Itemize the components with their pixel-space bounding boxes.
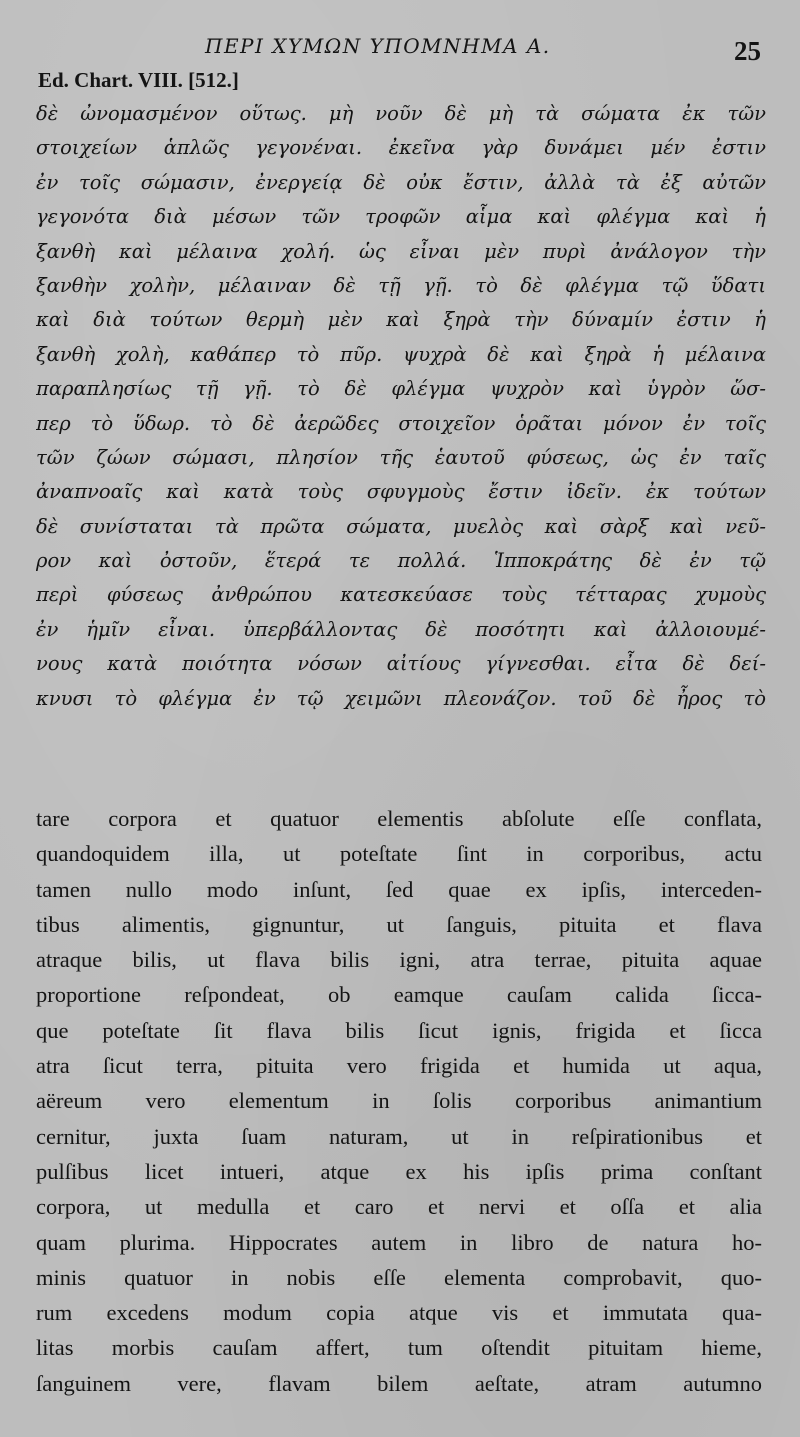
greek-line: κνυσι τὸ φλέγμα ἐν τῷ χειμῶνι πλεονάζον. τοῦ δὲ ἦρος τὸ: [36, 686, 766, 710]
greek-line: νους κατὰ ποιότητα νόσων αἰτίους γίγνεσθαι. εἶτα δὲ δεί-: [36, 652, 766, 676]
edition-reference: Ed. Chart. VIII. [512.]: [38, 68, 239, 92]
latin-line: minis quatuor in nobis eſſe elementa comprobavit, quo-: [36, 1264, 762, 1290]
latin-line: atra ſicut terra, pituita vero frigida et humida ut aqua,: [36, 1053, 762, 1079]
latin-line: tibus alimentis, gignuntur, ut ſanguis, pituita et flava: [36, 911, 762, 937]
greek-line: ξανθὴ χολὴ, καθάπερ τὸ πῦρ. ψυχρὰ δὲ καὶ ξηρὰ ἡ μέλαινα: [36, 342, 766, 366]
latin-line: rum excedens modum copia atque vis et immutata qua-: [36, 1300, 762, 1326]
greek-line: περὶ φύσεως ἀνθρώπου κατεσκεύασε τοὺς τέτταρας χυμοὺς: [36, 583, 766, 607]
latin-line: cernitur, juxta ſuam naturam, ut in reſpirationibus et: [36, 1123, 762, 1149]
latin-line: tamen nullo modo inſunt, ſed quae ex ipſis, interceden-: [36, 876, 762, 902]
latin-line: corpora, ut medulla et caro et nervi et oſſa et alia: [36, 1194, 762, 1220]
greek-text-block: [36, 97, 766, 716]
greek-line: δὲ ὠνομασμένον οὕτως. μὴ νοῦν δὲ μὴ τὰ σώματα ἐκ τῶν: [36, 102, 766, 125]
greek-line: στοιχείων ἁπλῶς γεγονέναι. ἐκεῖνα γὰρ δυνάμει μέν ἐστιν: [36, 136, 766, 160]
latin-line: tare corpora et quatuor elementis abſolute eſſe conflata,: [36, 806, 762, 831]
greek-line: ἀναπνοαῖς καὶ κατὰ τοὺς σφυγμοὺς ἔστιν ἰδεῖν. ἐκ τούτων: [36, 480, 766, 504]
latin-line: pulſibus licet intueri, atque ex his ipſis prima conſtant: [36, 1158, 762, 1184]
greek-line: γεγονότα διὰ μέσων τῶν τροφῶν αἷμα καὶ φλέγμα καὶ ἡ: [36, 205, 766, 229]
greek-line: ἐν ἡμῖν εἶναι. ὑπερβάλλοντας δὲ ποσότητι καὶ ἀλλοιουμέ-: [36, 617, 766, 641]
latin-line: quandoquidem illa, ut poteſtate ſint in corporibus, actu: [36, 841, 762, 867]
running-title: ΠΕΡΙ ΧΥΜΩΝ ΥΠΟΜΝΗΜΑ Α.: [205, 34, 551, 58]
latin-line: litas morbis cauſam affert, tum oſtendit pituitam hieme,: [36, 1335, 762, 1361]
latin-line: proportione reſpondeat, ob eamque cauſam calida ſicca-: [36, 982, 762, 1008]
greek-line: περ τὸ ὕδωρ. τὸ δὲ ἀερῶδες στοιχεῖον ὁρᾶται μόνον ἐν τοῖς: [36, 411, 766, 435]
greek-line: δὲ συνίσταται τὰ πρῶτα σώματα, μυελὸς καὶ σὰρξ καὶ νεῦ-: [36, 514, 766, 538]
greek-line: ξανθὴν χολὴν, μέλαιναν δὲ τῇ γῇ. τὸ δὲ φλέγμα τῷ ὕδατι: [36, 273, 766, 297]
greek-line: ρον καὶ ὀστοῦν, ἕτερά τε πολλά. Ἱπποκράτης δὲ ἐν τῷ: [36, 549, 766, 573]
latin-line: atraque bilis, ut flava bilis igni, atra terrae, pituita aquae: [36, 947, 762, 973]
latin-line: aëreum vero elementum in ſolis corporibus animantium: [36, 1088, 762, 1114]
greek-line: ἐν τοῖς σώμασιν, ἐνεργείᾳ δὲ οὐκ ἔστιν, ἀλλὰ τὰ ἐξ αὐτῶν: [36, 170, 766, 194]
page-header: [0, 30, 800, 70]
latin-line: ſanguinem vere, flavam bilem aeſtate, atram autumno: [36, 1370, 762, 1396]
page-number: 25: [734, 36, 761, 66]
greek-line: τῶν ζώων σώμασι, πλησίον τῆς ἑαυτοῦ φύσεως, ὡς ἐν ταῖς: [36, 445, 766, 469]
greek-line: παραπλησίως τῇ γῇ. τὸ δὲ φλέγμα ψυχρὸν καὶ ὑγρὸν ὥσ-: [36, 377, 766, 401]
latin-line: quam plurima. Hippocrates autem in libro de natura ho-: [36, 1229, 762, 1255]
latin-line: que poteſtate ſit flava bilis ſicut ignis, frigida et ſicca: [36, 1017, 762, 1043]
greek-line: καὶ διὰ τούτων θερμὴ μὲν καὶ ξηρὰ τὴν δύναμίν ἐστιν ἡ: [36, 308, 766, 332]
greek-line: ξανθὴ καὶ μέλαινα χολή. ὡς εἶναι μὲν πυρὶ ἀνάλογον τὴν: [36, 239, 766, 263]
latin-text-block: [36, 801, 762, 1401]
